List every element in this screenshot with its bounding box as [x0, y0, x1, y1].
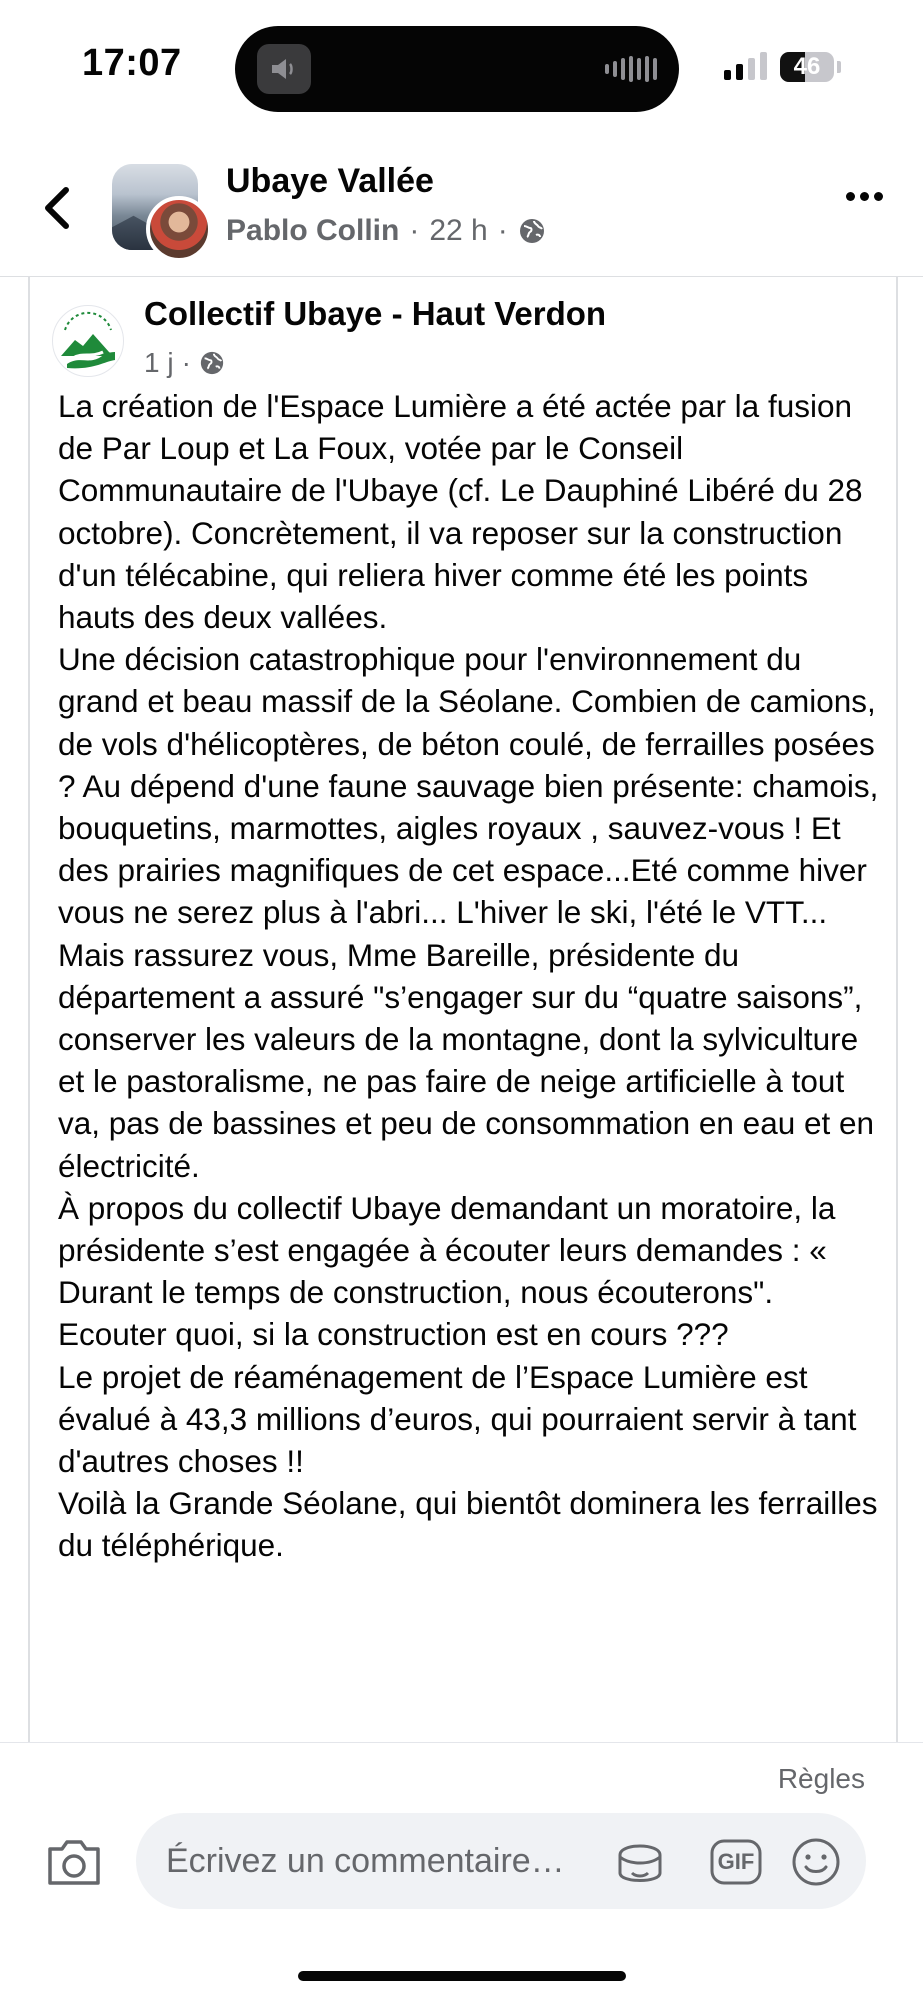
- more-options-button[interactable]: [846, 192, 883, 201]
- group-name[interactable]: Ubaye Vallée: [226, 162, 434, 200]
- shared-post-card: [28, 277, 898, 1742]
- avatar-sticker-icon: [612, 1835, 668, 1889]
- post-paragraph: À propos du collectif Ubaye demandant un moratoire, la présidente s’est engagée à écouter leurs demandes : « Durant le temps de construction, nous écouterons". Ecouter quoi, si la construction est en cours ???: [58, 1189, 836, 1353]
- battery-tip: [837, 61, 841, 73]
- gif-button[interactable]: [708, 1835, 764, 1889]
- status-bar: [0, 0, 923, 130]
- rules-link[interactable]: Règles: [777, 1763, 865, 1794]
- audio-waveform-icon: [605, 56, 657, 82]
- emoji-button[interactable]: [788, 1835, 844, 1889]
- comment-box[interactable]: [136, 1813, 866, 1909]
- chevron-left-icon: [38, 178, 78, 238]
- post-meta: [226, 214, 546, 248]
- dot: [874, 192, 883, 201]
- meta-separator: ·: [497, 214, 508, 247]
- globe-icon: [199, 350, 225, 376]
- post-body: [58, 385, 888, 1567]
- comment-composer: [0, 1742, 923, 2001]
- post-paragraph: La création de l'Espace Lumière a été actée par la fusion de Par Loup et La Foux, votée par le Conseil Communautaire de l'Ubaye (cf. Le Dauphiné Libéré du 28 octobre). Concrètement, il va reposer sur la construction d'un télécabine, qui reliera hiver comme été les points hauts des deux vallées.: [58, 388, 863, 636]
- page-logo[interactable]: [52, 305, 124, 377]
- post-paragraph: Le projet de réaménagement de l’Espace Lumière est évalué à 43,3 millions d’euros, qui pourraient servir à tant d'autres choses !!: [58, 1358, 857, 1480]
- camera-button[interactable]: [44, 1835, 104, 1891]
- battery-icon: [780, 52, 834, 82]
- post-paragraph: Voilà la Grande Séolane, qui bientôt dominera les ferrailles du téléphérique.: [58, 1485, 878, 1564]
- comment-input[interactable]: [166, 1813, 606, 1909]
- camera-icon: [44, 1835, 104, 1891]
- speaker-icon: [257, 44, 311, 94]
- dot: [860, 192, 869, 201]
- dynamic-island: [235, 26, 679, 112]
- post-paragraph: Une décision catastrophique pour l'environnement du grand et beau massif de la Séolane. Combien de camions, de vols d'hélicoptères, de béton coulé, de ferrailles posées ? Au dépend d'une faune sauvage bien présente: chamois, bouquetins, marmottes, aigles royaux , sauvez-vous ! Et des prairies magnifiques de cet espace...Eté comme hiver vous ne serez plus à l'abri... L'hiver le ski, l'été le VTT...: [58, 641, 879, 931]
- shared-post-time[interactable]: 1 j: [144, 347, 174, 378]
- gif-label: GIF: [717, 1849, 755, 1874]
- meta-separator: ·: [409, 214, 420, 247]
- page-name[interactable]: Collectif Ubaye - Haut Verdon: [144, 295, 607, 332]
- author-name[interactable]: Pablo Collin: [226, 214, 400, 247]
- post-time[interactable]: 22 h: [429, 214, 488, 247]
- home-indicator[interactable]: [298, 1971, 626, 1981]
- dot: [846, 192, 855, 201]
- smiley-icon: [788, 1835, 844, 1889]
- post-paragraph: Mais rassurez vous, Mme Bareille, présidente du département a assuré "s’engager sur du “quatre saisons”, conserver les valeurs de la montagne, dont la sylviculture et le pastoralisme, ne pas faire de neige artificielle à tout va, pas de bassines et peu de consommation en eau et en électricité.: [58, 936, 875, 1184]
- back-button[interactable]: [38, 178, 78, 238]
- meta-separator: ·: [181, 347, 191, 378]
- battery-level: 46: [793, 53, 821, 80]
- globe-icon: [518, 217, 546, 245]
- author-avatar[interactable]: [146, 196, 212, 262]
- status-time: 17:07: [82, 42, 182, 84]
- avatar-sticker-button[interactable]: [612, 1835, 668, 1889]
- cellular-signal-icon: [724, 52, 767, 80]
- post-header: [0, 140, 923, 277]
- collectif-logo-icon: [53, 306, 123, 376]
- shared-post-meta: [144, 347, 225, 379]
